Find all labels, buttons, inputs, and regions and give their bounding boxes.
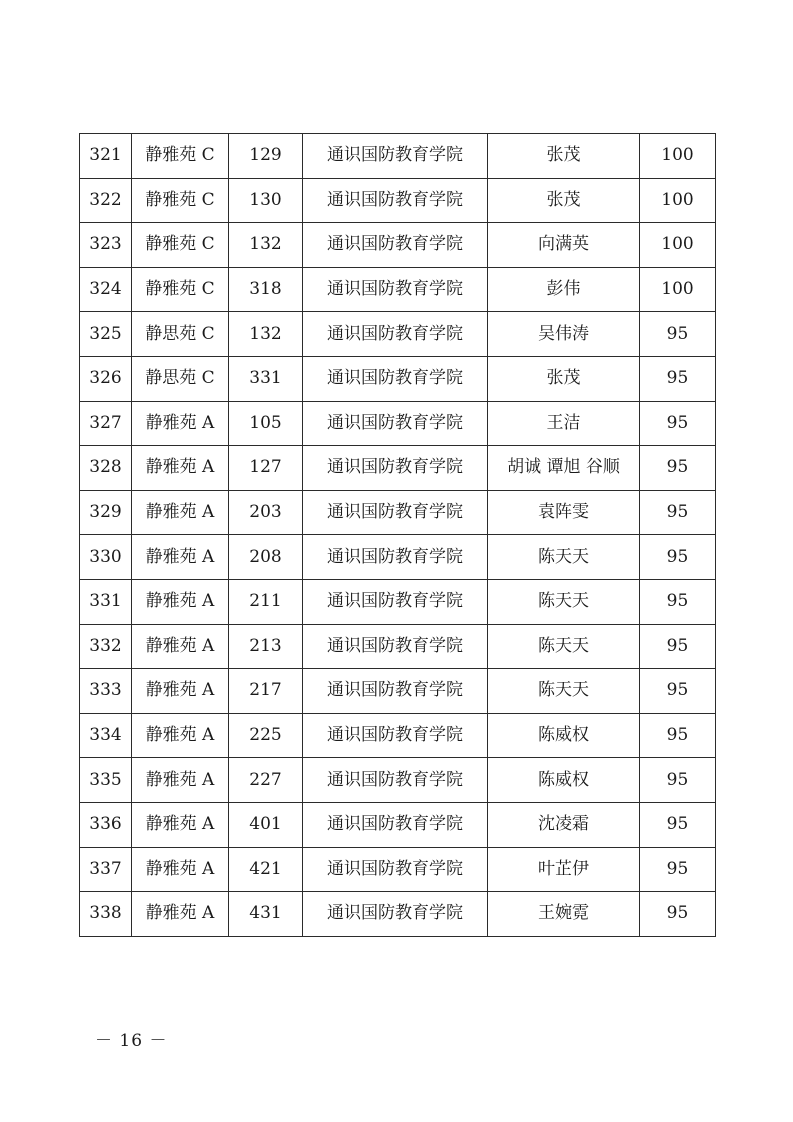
room-number-cell: 127 bbox=[229, 446, 303, 491]
college-cell: 通识国防教育学院 bbox=[303, 892, 488, 937]
row-index-cell: 322 bbox=[80, 178, 132, 223]
room-number-cell: 213 bbox=[229, 624, 303, 669]
row-index-cell: 330 bbox=[80, 535, 132, 580]
building-cell: 静雅苑 C bbox=[132, 178, 229, 223]
table-row bbox=[80, 134, 716, 179]
room-number-cell: 227 bbox=[229, 758, 303, 803]
row-index-cell: 327 bbox=[80, 401, 132, 446]
score-cell: 95 bbox=[640, 312, 716, 357]
person-cell: 沈凌霜 bbox=[488, 802, 640, 847]
row-index-cell: 321 bbox=[80, 134, 132, 179]
table-row bbox=[80, 446, 716, 491]
person-cell: 陈威权 bbox=[488, 758, 640, 803]
row-index-cell: 334 bbox=[80, 713, 132, 758]
score-cell: 100 bbox=[640, 223, 716, 268]
table-row bbox=[80, 223, 716, 268]
row-index-cell: 332 bbox=[80, 624, 132, 669]
score-cell: 95 bbox=[640, 892, 716, 937]
row-index-cell: 338 bbox=[80, 892, 132, 937]
building-cell: 静雅苑 C bbox=[132, 223, 229, 268]
score-cell: 95 bbox=[640, 669, 716, 714]
score-cell: 95 bbox=[640, 624, 716, 669]
room-number-cell: 132 bbox=[229, 312, 303, 357]
page-number: － 16 － bbox=[95, 1031, 168, 1051]
row-index-cell: 336 bbox=[80, 802, 132, 847]
row-index-cell: 328 bbox=[80, 446, 132, 491]
person-cell: 吴伟涛 bbox=[488, 312, 640, 357]
score-cell: 95 bbox=[640, 713, 716, 758]
row-index-cell: 329 bbox=[80, 490, 132, 535]
score-cell: 95 bbox=[640, 802, 716, 847]
table-row bbox=[80, 892, 716, 937]
building-cell: 静雅苑 A bbox=[132, 847, 229, 892]
score-cell: 95 bbox=[640, 758, 716, 803]
score-cell: 95 bbox=[640, 847, 716, 892]
building-cell: 静雅苑 A bbox=[132, 624, 229, 669]
building-cell: 静雅苑 A bbox=[132, 758, 229, 803]
college-cell: 通识国防教育学院 bbox=[303, 579, 488, 624]
score-cell: 95 bbox=[640, 579, 716, 624]
college-cell: 通识国防教育学院 bbox=[303, 178, 488, 223]
room-number-cell: 132 bbox=[229, 223, 303, 268]
person-cell: 胡诚 谭旭 谷顺 bbox=[488, 446, 640, 491]
room-number-cell: 421 bbox=[229, 847, 303, 892]
building-cell: 静雅苑 A bbox=[132, 490, 229, 535]
table-row bbox=[80, 356, 716, 401]
college-cell: 通识国防教育学院 bbox=[303, 312, 488, 357]
score-cell: 100 bbox=[640, 178, 716, 223]
table-row bbox=[80, 713, 716, 758]
building-cell: 静雅苑 A bbox=[132, 535, 229, 580]
room-number-cell: 401 bbox=[229, 802, 303, 847]
score-cell: 95 bbox=[640, 490, 716, 535]
college-cell: 通识国防教育学院 bbox=[303, 401, 488, 446]
building-cell: 静雅苑 A bbox=[132, 802, 229, 847]
college-cell: 通识国防教育学院 bbox=[303, 624, 488, 669]
college-cell: 通识国防教育学院 bbox=[303, 267, 488, 312]
building-cell: 静雅苑 A bbox=[132, 892, 229, 937]
room-number-cell: 208 bbox=[229, 535, 303, 580]
college-cell: 通识国防教育学院 bbox=[303, 223, 488, 268]
room-number-cell: 431 bbox=[229, 892, 303, 937]
building-cell: 静思苑 C bbox=[132, 312, 229, 357]
person-cell: 张茂 bbox=[488, 134, 640, 179]
table-row bbox=[80, 802, 716, 847]
college-cell: 通识国防教育学院 bbox=[303, 490, 488, 535]
person-cell: 张茂 bbox=[488, 356, 640, 401]
building-cell: 静雅苑 A bbox=[132, 713, 229, 758]
college-cell: 通识国防教育学院 bbox=[303, 446, 488, 491]
table-row bbox=[80, 312, 716, 357]
score-cell: 95 bbox=[640, 535, 716, 580]
room-number-cell: 318 bbox=[229, 267, 303, 312]
row-index-cell: 325 bbox=[80, 312, 132, 357]
table-row bbox=[80, 535, 716, 580]
college-cell: 通识国防教育学院 bbox=[303, 535, 488, 580]
score-cell: 95 bbox=[640, 356, 716, 401]
table-body bbox=[80, 134, 716, 937]
row-index-cell: 323 bbox=[80, 223, 132, 268]
college-cell: 通识国防教育学院 bbox=[303, 356, 488, 401]
building-cell: 静雅苑 A bbox=[132, 401, 229, 446]
table-row bbox=[80, 490, 716, 535]
college-cell: 通识国防教育学院 bbox=[303, 134, 488, 179]
person-cell: 陈天天 bbox=[488, 624, 640, 669]
table-row bbox=[80, 624, 716, 669]
room-number-cell: 211 bbox=[229, 579, 303, 624]
table-row bbox=[80, 267, 716, 312]
room-number-cell: 331 bbox=[229, 356, 303, 401]
person-cell: 王洁 bbox=[488, 401, 640, 446]
person-cell: 叶芷伊 bbox=[488, 847, 640, 892]
table-row bbox=[80, 579, 716, 624]
college-cell: 通识国防教育学院 bbox=[303, 758, 488, 803]
building-cell: 静雅苑 A bbox=[132, 579, 229, 624]
row-index-cell: 335 bbox=[80, 758, 132, 803]
person-cell: 向满英 bbox=[488, 223, 640, 268]
table-row bbox=[80, 669, 716, 714]
college-cell: 通识国防教育学院 bbox=[303, 713, 488, 758]
row-index-cell: 337 bbox=[80, 847, 132, 892]
score-cell: 95 bbox=[640, 446, 716, 491]
person-cell: 陈天天 bbox=[488, 535, 640, 580]
building-cell: 静思苑 C bbox=[132, 356, 229, 401]
table-row bbox=[80, 401, 716, 446]
person-cell: 陈威权 bbox=[488, 713, 640, 758]
college-cell: 通识国防教育学院 bbox=[303, 802, 488, 847]
table-row bbox=[80, 847, 716, 892]
person-cell: 袁阵雯 bbox=[488, 490, 640, 535]
college-cell: 通识国防教育学院 bbox=[303, 847, 488, 892]
row-index-cell: 324 bbox=[80, 267, 132, 312]
dormitory-score-table bbox=[79, 133, 716, 937]
person-cell: 彭伟 bbox=[488, 267, 640, 312]
room-number-cell: 130 bbox=[229, 178, 303, 223]
college-cell: 通识国防教育学院 bbox=[303, 669, 488, 714]
person-cell: 陈天天 bbox=[488, 579, 640, 624]
person-cell: 张茂 bbox=[488, 178, 640, 223]
table-row bbox=[80, 758, 716, 803]
score-cell: 100 bbox=[640, 267, 716, 312]
building-cell: 静雅苑 C bbox=[132, 134, 229, 179]
building-cell: 静雅苑 C bbox=[132, 267, 229, 312]
room-number-cell: 129 bbox=[229, 134, 303, 179]
building-cell: 静雅苑 A bbox=[132, 446, 229, 491]
table-row bbox=[80, 178, 716, 223]
person-cell: 王婉霓 bbox=[488, 892, 640, 937]
room-number-cell: 217 bbox=[229, 669, 303, 714]
room-number-cell: 105 bbox=[229, 401, 303, 446]
row-index-cell: 331 bbox=[80, 579, 132, 624]
room-number-cell: 225 bbox=[229, 713, 303, 758]
score-cell: 100 bbox=[640, 134, 716, 179]
score-cell: 95 bbox=[640, 401, 716, 446]
row-index-cell: 326 bbox=[80, 356, 132, 401]
row-index-cell: 333 bbox=[80, 669, 132, 714]
building-cell: 静雅苑 A bbox=[132, 669, 229, 714]
room-number-cell: 203 bbox=[229, 490, 303, 535]
person-cell: 陈天天 bbox=[488, 669, 640, 714]
